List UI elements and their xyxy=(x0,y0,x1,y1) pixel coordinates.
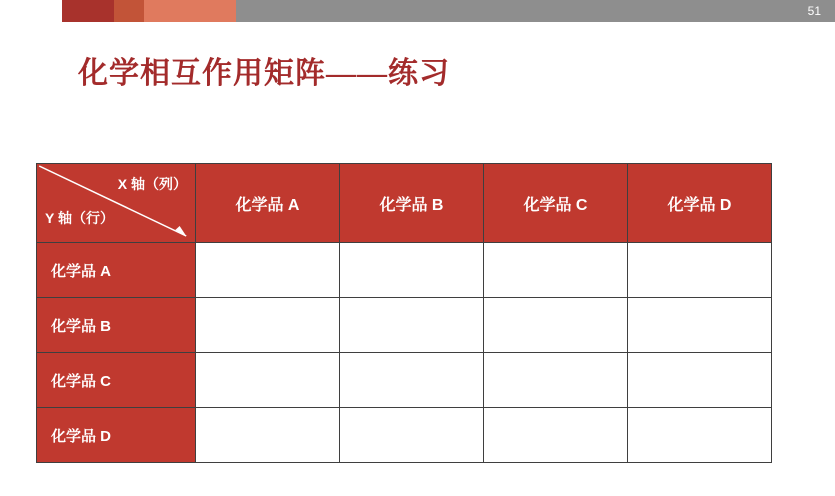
topbar-segment-mid-red xyxy=(114,0,144,22)
cell-c-a[interactable] xyxy=(196,353,340,408)
column-header-d: 化学品 D xyxy=(628,164,772,243)
chemical-interaction-matrix xyxy=(36,163,772,463)
topbar-segment-light-red xyxy=(144,0,236,22)
column-header-b: 化学品 B xyxy=(340,164,484,243)
cell-a-d[interactable] xyxy=(628,243,772,298)
cell-a-c[interactable] xyxy=(484,243,628,298)
table-header-row xyxy=(37,164,772,243)
cell-a-a[interactable] xyxy=(196,243,340,298)
axis-corner-cell xyxy=(37,164,196,243)
cell-c-d[interactable] xyxy=(628,353,772,408)
table-row xyxy=(37,243,772,298)
table-row xyxy=(37,298,772,353)
topbar-segment-gray xyxy=(236,0,835,22)
row-header-b: 化学品 B xyxy=(37,298,196,353)
topbar-segment-dark-red xyxy=(62,0,114,22)
x-axis-label: X 轴（列） xyxy=(117,176,187,192)
cell-c-c[interactable] xyxy=(484,353,628,408)
cell-d-a[interactable] xyxy=(196,408,340,463)
cell-b-a[interactable] xyxy=(196,298,340,353)
decorative-top-bar xyxy=(0,0,835,22)
cell-d-c[interactable] xyxy=(484,408,628,463)
cell-c-b[interactable] xyxy=(340,353,484,408)
page-title: 化学相互作用矩阵——练习 xyxy=(78,57,450,90)
topbar-segment-white xyxy=(0,0,62,22)
column-header-a: 化学品 A xyxy=(196,164,340,243)
column-header-c: 化学品 C xyxy=(484,164,628,243)
row-header-d: 化学品 D xyxy=(37,408,196,463)
table-row xyxy=(37,408,772,463)
table-row xyxy=(37,353,772,408)
y-axis-label: Y 轴（行） xyxy=(45,210,114,226)
cell-d-d[interactable] xyxy=(628,408,772,463)
cell-a-b[interactable] xyxy=(340,243,484,298)
row-header-c: 化学品 C xyxy=(37,353,196,408)
cell-b-b[interactable] xyxy=(340,298,484,353)
cell-d-b[interactable] xyxy=(340,408,484,463)
row-header-a: 化学品 A xyxy=(37,243,196,298)
cell-b-d[interactable] xyxy=(628,298,772,353)
slide-number: 51 xyxy=(807,4,821,18)
cell-b-c[interactable] xyxy=(484,298,628,353)
